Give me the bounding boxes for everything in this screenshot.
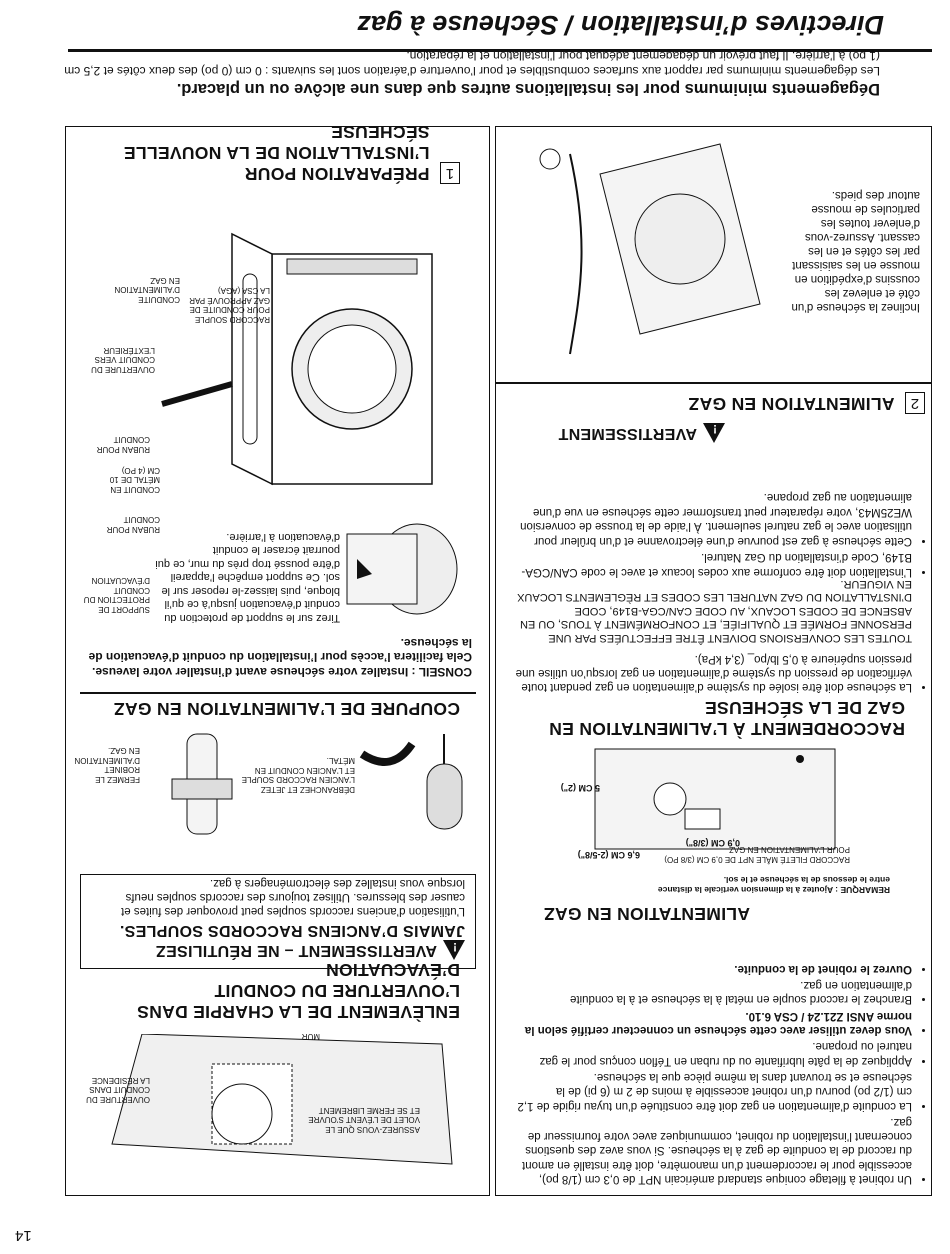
- divider: [495, 383, 932, 385]
- supply-bullet: • La conduite d’alimentation en gaz doit être constituée d’un tuyau rigide de 1,2 cm (1/2 po) pourvu d’un robinet accessible à moins de 2 m (6 pi) de la sécheuse et se trouvant dans la même pièce que la sécheuse.: [515, 1070, 912, 1113]
- page-number: 14: [15, 1227, 32, 1244]
- step2-number: 2: [905, 392, 925, 414]
- clearance-heading: Dégagements minimums pour les installations autres que dans une alcôve ou un placard.: [176, 80, 880, 98]
- warning-icon: !: [443, 940, 465, 960]
- divider: [80, 693, 476, 695]
- label-residence-duct: OUVERTURE DU CONDUIT DANS LA RÉSIDENCE: [86, 1076, 150, 1104]
- step2-bullet3: [515, 650, 925, 694]
- step2-title: ALIMENTATION EN GAZ: [688, 394, 895, 414]
- page-title: Directives d’installation / Sécheuse à gaz: [357, 10, 884, 40]
- step2-heading: [515, 392, 925, 414]
- label-wall: MUR: [301, 1032, 320, 1041]
- step1-number: 1: [440, 162, 460, 184]
- supply-bullet: • Ouvrez le robinet de la conduite.: [515, 962, 912, 976]
- supply-bullet: • Branchez le raccord souple en métal à la sécheuse et à la conduite d’alimentation en gaz.: [515, 978, 912, 1007]
- supply-bullets: [515, 960, 925, 1186]
- step1-heading: [80, 121, 460, 184]
- label-damper: ASSUREZ-VOUS QUE LE VOLET DE L’ÉVENT S’OUVRE ET SE FERME LIBREMENT: [308, 1106, 420, 1134]
- lint-title: ENLÈVEMENT DE LA CHARPIE DANS L’OUVERTURE DU CONDUIT D’ÉVACUATION: [136, 960, 460, 1022]
- duct-support-illustration: [342, 514, 472, 634]
- dim-6-6cm: 6,6 CM (2-5/8"): [577, 850, 640, 860]
- warning-box: [80, 874, 476, 969]
- warning-title: [90, 921, 465, 960]
- tilt-dryer-illustration: [510, 139, 780, 374]
- tip-text: CONSEIL : Installez votre sécheuse avant d’installer votre laveuse. Cela facilitera l’accès pour l’installation du conduit d’évacuation de la sécheuse.: [88, 636, 472, 679]
- label-disconnect: DÉBRANCHEZ ET JETEZ L’ANCIEN RACCORD SOUPLE ET L’ANCIEN CONDUIT EN MÉTAL.: [241, 756, 355, 794]
- connection-title: RACCORDEMENT À L’ALIMENTATION EN GAZ DE LA SÉCHEUSE: [548, 698, 905, 739]
- label-duct-tape-2: RUBAN POUR CONDUIT: [106, 515, 160, 534]
- label-support: SUPPORT DE PROTECTION DU CONDUIT D’ÉVACUATION: [83, 576, 150, 614]
- step2-bullet: • Cette sécheuse à gaz est pourvue d’une électrovanne et d’un brûleur pour utilisation avec le gaz naturel seulement. À l’aide de la trousse de conversion WE25M43, votre réparateur peut transformer cette sécheuse en vue d’une alimentation au gaz propane.: [515, 490, 912, 548]
- warning-text: L’utilisation d’anciens raccords souples peut provoquer des fuites et causer des blessures. Utilisez toujours des raccords souples neufs lorsque vous installez des électroménagers à gaz.: [121, 877, 465, 917]
- dim-5cm: 5 CM (2"): [560, 783, 600, 793]
- supply-bullet: • Appliquez de la pâte lubrifiante ou du ruban en Téflon conçus pour le gaz naturel ou propane.: [515, 1039, 912, 1068]
- warning-icon: !: [703, 423, 725, 443]
- step2-warning: [525, 423, 725, 444]
- tilt-instruction: Inclinez la sécheuse d’un côté et enlevez les coussins d’expédition en mousse en les saisissant par les côtés et en les cassant. Assurez-vous d’enlever toutes les particules de mousse autour des pieds.: [791, 189, 920, 313]
- step2-warning-text: AVERTISSEMENT: [558, 425, 697, 442]
- clearance-text: Les dégagements minimums par rapport aux surfaces combustibles et pour l’ouverture d’aération sont les suivants : 0 cm (0 po) des deux côtés et 2,5 cm (1 po) à l’arrière. Il faut prévoir un dégagement adéquat pour l’installation et la réparation.: [64, 49, 880, 78]
- label-duct-tape: RUBAN POUR CONDUIT: [96, 435, 150, 454]
- supply-bullet: • Vous devez utiliser avec cette sécheuse un connecteur certifié selon la norme ANSI Z21.24 / CSA 6.10.: [515, 1008, 912, 1037]
- support-instruction: Tirez sur le support de protection du conduit d’évacuation jusqu’à ce qu’il bloque, puis laissez-le reposer sur le sol. Ce support empêche l’appareil d’être poussé trop près du mur, ce qui pourrait écraser le conduit d’évacuation à l’arrière.: [155, 531, 340, 624]
- label-flex-connector: RACCORD SOUPLE POUR CONDUITE DE GAZ APPROUVÉ PAR LA CSA (AGA): [189, 286, 270, 324]
- dryer-back-illustration: [152, 204, 472, 504]
- dim-fitting-label: RACCORD FILETÉ MÂLE NPT DE 0,9 CM (3/8 PO) POUR L’ALIMENTATION EN GAZ: [664, 845, 850, 864]
- supply-title: ALIMENTATION EN GAZ: [543, 904, 750, 924]
- step2-bullet: • L’installation doit être conforme aux codes locaux et avec le code CAN/CGA-B149, Code d’installation du Gaz Naturel.: [515, 550, 912, 579]
- gas-shutoff-title: COUPURE DE L’ALIMENTATION EN GAZ: [113, 699, 460, 719]
- dim-0-9cm: 0,9 CM (3/8"): [685, 838, 740, 848]
- supply-bullet: • Un robinet à filetage conique standard américain NPT de 0,3 cm (1/8 po), accessible pour le raccordement d’un manomètre, doit être installé en amont du raccord de la conduite de gaz à la sécheuse. Si vous avez des questions concernant l’installation du robinet, communiquez avec votre fournisseur de gaz.: [515, 1115, 912, 1186]
- label-gas-line: CONDUITE D’ALIMENTATION EN GAZ: [114, 276, 180, 304]
- dim-note: REMARQUE : Ajoutez à la dimension verticale la distance entre le dessous de la sécheuse et le sol.: [657, 875, 890, 895]
- label-vent-outside: OUVERTURE DU CONDUIT VERS L’EXTÉRIEUR: [91, 346, 155, 374]
- label-metal-duct: CONDUIT EN MÉTAL DE 10 CM (4 PO): [109, 466, 160, 494]
- step2-bullets: [515, 488, 925, 579]
- label-close-valve: FERMEZ LE ROBINET D’ALIMENTATION EN GAZ.: [74, 746, 140, 784]
- step2-bullet: • La sécheuse doit être isolée du système d’alimentation en gaz pendant toute vérification de pression du système d’alimentation en gaz lorsqu’on utilise une pression supérieure à 0,5 lb/po_ (3,4 kPa).: [515, 652, 912, 694]
- conversion-caps-text: TOUTES LES CONVERSIONS DOIVENT ÊTRE EFFECTUÉES PAR UNE PERSONNE FORMÉE ET QUALIFIÉE, ET CONFORMÉMENT À TOUS, OU EN ABSENCE DE CODES LOCAUX, AU CODE CAN/CGA-B149, CODE D’INSTALLATION DU GAZ NATUREL LES CODES ET RÈGLEMENTS LOCAUX EN VIGUEUR.: [517, 578, 912, 644]
- warning-title-text: AVERTISSEMENT – NE RÉUTILISEZ JAMAIS D’ANCIENS RACCORDS SOUPLES.: [119, 922, 465, 959]
- step1-title: PRÉPARATION POUR L’INSTALLATION DE LA NOUVELLE SÉCHEUSE: [123, 122, 430, 184]
